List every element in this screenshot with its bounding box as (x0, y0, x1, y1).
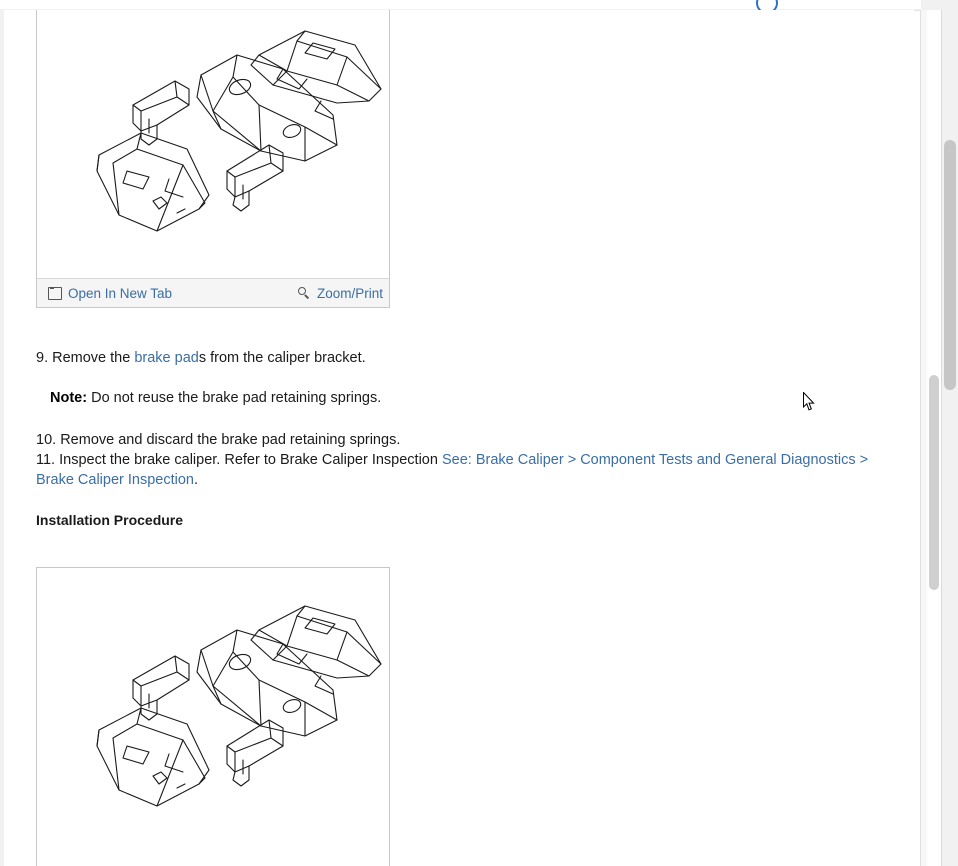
magnifier-icon (298, 287, 311, 300)
procedure-note (50, 388, 900, 408)
step-10-text: Remove and discard the brake pad retaining springs. (60, 432, 401, 448)
document-content (4, 10, 914, 866)
figure-container-2 (36, 567, 390, 866)
inner-scrollbar-thumb[interactable] (929, 375, 939, 590)
brake-caliper-diagram-1 (37, 10, 389, 280)
zoom-print-label: Zoom/Print (316, 285, 383, 301)
step-11-trailing: . (193, 472, 199, 488)
brake-pad-link[interactable]: brake pad (134, 350, 199, 366)
open-in-new-tab-label: Open In New Tab (68, 285, 173, 301)
window-top-strip-inner (0, 0, 921, 9)
procedure-step-9 (36, 348, 886, 368)
open-in-new-tab-link-1[interactable] (48, 286, 172, 301)
figure-toolbar-1 (37, 278, 389, 307)
procedure-step-11 (36, 450, 881, 490)
scrollbar-thumb[interactable] (944, 140, 956, 390)
brake-caliper-inspection-link[interactable]: See: Brake Caliper > Component Tests and General Diagnostics > Brake Caliper Inspection (36, 452, 869, 488)
zoom-print-link-1[interactable] (298, 286, 383, 301)
installation-procedure-heading: Installation Procedure (36, 512, 184, 528)
step-10-number: 10. (36, 432, 57, 448)
step-9-text-before: Remove the (52, 350, 135, 366)
step-11-number: 11. (36, 452, 56, 468)
inner-document-scrollbar[interactable] (927, 10, 941, 866)
note-label: Note: (50, 390, 88, 406)
brake-caliper-diagram-2 (37, 568, 389, 866)
open-in-new-tab-icon (48, 287, 62, 300)
step-11-text: Inspect the brake caliper. Refer to Brake Caliper Inspection (59, 452, 442, 468)
procedure-step-10 (36, 430, 886, 450)
note-text: Do not reuse the brake pad retaining springs. (91, 390, 382, 406)
figure-container-1 (36, 10, 390, 308)
step-9-text-after: s from the caliper bracket. (198, 350, 366, 366)
step-9-number: 9. (36, 350, 49, 366)
vertical-scrollbar[interactable] (941, 10, 958, 866)
